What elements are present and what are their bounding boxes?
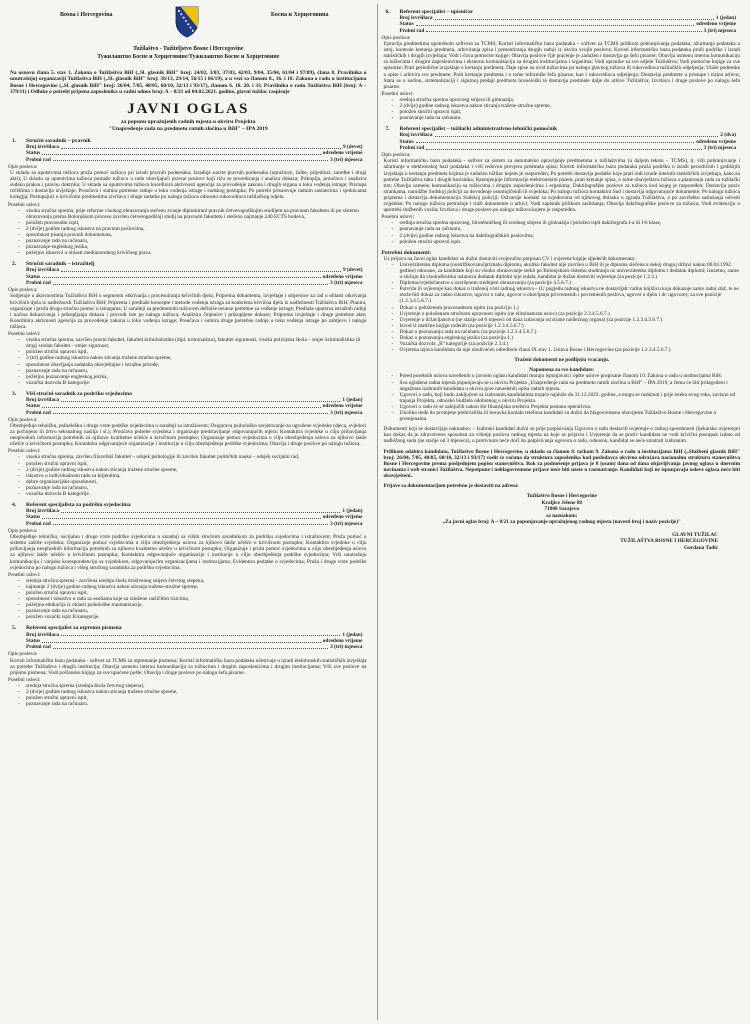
meta-value: 3 (tri) mjeseca (330, 280, 363, 287)
job-position-1 (8, 138, 369, 256)
position-meta (26, 632, 363, 651)
meta-label: Status (26, 273, 41, 280)
meta-dots (61, 632, 340, 637)
meta-label: Probni rad (26, 156, 51, 163)
note-item: - Ugovori o radu će se zaključiti nakon što finansijska sredstva Projekta postanu operativna. (400, 404, 743, 410)
selection-paragraph: Prilikom odabira kandidata, Tužilaštvo Bosne i Hercegovine, u skladu sa članom 8. tačkom 9. Zakona o radu u institucijama BiH („Službeni glasnik BiH" broj: 26/04, 7/05, 48/05, 60/10, 32/13 i 93/17) vodit će računa da struktura zaposlenika kod poslodavca okvirno odražava nacionalnu strukturu stanovništva Bosne i Hercegovine prema posljednjem popisu stanovništva. Rok za podnošenje prijava je 8 (osam) dana od dana objavljivanja javnog oglasa u dnevnim novinama i web stranici Tužilaštva. Nepotpune i neblagovremene prijave neće biti uzete u razmatranje. Kandidati koji ne ispunjavaju uslove oglasa neće biti obaviješteni. (383, 448, 740, 479)
condition-item: - sposobnost obavljanja zadataka obavještajne i istražne prirode, (26, 362, 369, 368)
meta-dots (416, 21, 695, 26)
special-conditions-label: Posebni uslovi: (8, 448, 41, 455)
positions-left (8, 138, 369, 707)
condition-item: - poznavanje rada na računaru, (26, 368, 369, 374)
required-doc-item: - Dokaz o poznavanju engleskog jezika (za poziciju 1.) (400, 335, 743, 341)
meta-value: određeno vrijeme (696, 138, 736, 145)
required-docs-heading: Potrebni dokumenti: (381, 249, 432, 256)
position-meta (26, 508, 363, 527)
meta-dots (61, 397, 340, 402)
condition-item: - poznavanje rada na računaru, (26, 238, 369, 244)
subtitle-line-1: za popunu upražnjenih radnih mjesta u okviru Projekta (121, 119, 256, 126)
special-conditions-list (392, 97, 743, 121)
position-number: 3. (12, 390, 17, 397)
job-description-label: Opis poslova: (8, 287, 38, 294)
position-number: 1. (12, 138, 17, 144)
special-conditions-list (18, 208, 369, 257)
condition-item: - srednja stručna sprema upravnog smjera ili gimnazija, (400, 97, 743, 103)
meta-value: 1 (jedan) (342, 508, 363, 515)
condition-item: - položen stručni upravni ispit, (26, 695, 369, 701)
job-description-label: Opis poslova: (381, 34, 411, 41)
meta-label: Broj izvršilaca (26, 144, 59, 151)
job-position-5 (8, 625, 369, 707)
condition-item: - visoka stručna sprema, završen filozofski fakultet – odsjek psihologije ili završen fakultet političkih nauka – odsjek socijalni rad, (26, 454, 369, 460)
meta-label: Probni rad (26, 520, 51, 527)
condition-item: - visoka stručna sprema, prije reforme visokog obrazovanja stečeno zvanje diplomirani pravnik četverogodišnjim studijem na pravnom fakultetu ili po sistemu obrazovanja prema Bolonjskom procesu završen četverogodišnji studij na pravnom fakultetu i stečeno najmanje 240 ECTS bodova, (26, 208, 369, 220)
meta-row (26, 280, 363, 286)
special-conditions-label: Posebni uslovi: (8, 331, 41, 338)
meta-label: Status (26, 637, 41, 644)
meta-dots (61, 144, 341, 149)
meta-label: Probni rad (26, 280, 51, 287)
meta-label: Status (399, 21, 414, 28)
condition-item: - 2 (dvije) godine radnog iskustva nakon sticanja tražene stručne spreme, (26, 467, 369, 473)
address-line: 71000 Sarajevo (544, 506, 580, 513)
address-line: „Za javni oglas broj: A – 8/21 za popunjavanje upražnjenog radnog mjesta (navesti broj i naziv pozicije)" (442, 519, 681, 526)
position-title: Referent specijalist – tužilački administrativno-tehnički pomoćnik (399, 126, 558, 133)
condition-item: - srednja stručna sprema (srednja škola četvrtog stepena), (26, 683, 369, 689)
meta-value: 3 (tri) mjeseca (330, 156, 363, 163)
meta-value: 1 (jedan) (715, 15, 736, 22)
meta-dots (53, 280, 328, 285)
submission-heading: Prijave sa dokumentacijom potrebno je dostaviti na adresu: (383, 482, 519, 489)
signature-name: Gordana Tadić (683, 544, 718, 551)
job-description: Upravlja predmetima upotrebom softvera za TCMS; Koristi informatičku bazu podataka – softver za TCMS prilikom pohranjivanja podataka, ažuriranja podataka u istoj, kontrole kretanja predmeta, arhiviranja spisa i prezentiranja drugih radnji iz okvira svojih poslova; Koristi informatičku bazu podataka pruži podrške i izradi statističkih i drugih izvještaja; Vodi i čuva pomoćne knjige; Obavlja poslove čije praćenje je zadužen i dostavlja ga šefu pisarne; Obavlja usmenu internu komunikaciju sa tužiocima i drugim zaposlenicima i eksternu komunikaciju sa drugim institucijama i organima; Vodi upisnike za sve odjele Tužilaštva; Vodi pomoćne knjige za sve upisnike; Prati periodične izvještaje o kretanju predmeta; Daje spise na uvid tužiocima po nalogu glavnog tužioca ili rukovodioca tužilačkih odjeljenja; Ulaže podneske u spise i arhivira sve predmete; Prati kretanje predmeta i o tome informiše šefa pisarne, kao i rukovodioca odjeljenja; Dostavlja predmete u pristupe i trajnu arhivu; Stara se o načinu, sistematizaciji i sigurnoj predaji predmeta hronološki te dostavlja predmete dalje do arhive Tužilaštva; Izvršava i druge poslove po nalogu šefa pisarne. (383, 41, 740, 90)
position-number: 5. (12, 625, 17, 632)
later-docs-paragraph: Dokumenti koji se dostavljaju naknadno: – Izabrani kandidati dužni su prije potpisivanja Ugovora o radu dostaviti uvjerenje o radnoj sposobnosti (ljekarsko uvjerenje) kao dokaz da je zdravstveno sposoban za vršenje poslova radnog mjesta na koje se prijavio i Uvjerenje da se protiv kandidata ne vodi krivični postupak izdato od nadležnog suda (ne starije od 3 mjeseca), u protivnom neće doći do potpisivanja ugovora o radu, odnosno, kandidat se neće smatrati izabranim. (383, 426, 740, 445)
job-position-3 (8, 391, 369, 497)
job-description-label: Opis poslova: (8, 528, 38, 535)
special-conditions-label: Posebni uslovi: (381, 214, 415, 221)
meta-row (26, 521, 363, 527)
meta-dots (53, 157, 328, 162)
intro-paragraph: Na osnovu člana 5. stav 1. Zakona o Tužilaštvu BiH („Sl. glasnik BiH" broj: 24/02, 3/03, 37/03, 42/03, 9/04, 35/04, 61/04 i 97/09), člana 8. Pravilnika o unutrašnjoj organizaciji Tužilaštva BiH („Sl. glasnik BiH" broj: 36/13, 29/14, 56/15 i 66/19), a u vezi sa članom 8., 16. i 18. Zakona o radu u institucijama Bosne i Hercegovine („Sl. glasnik BiH" broj: 26/04, 7/05, 48/05, 60/10, 32/13 i 93/17), članom 6. 18. 20. i 33. Pravilnika o radu Tužilaštva BiH (broj: A – 379/11) i Odluke o potrebi prijema zaposlenika u radni odnos broj: A – 8/21 od 04.02.2021. godine, glavni tužilac raspisuje (10, 70, 367, 95)
masthead-cyrillic: Босна и Херцеговина (270, 12, 329, 18)
condition-item: - iskustvo u individualnom radu sa klijentima, (26, 473, 369, 479)
meta-dots (53, 410, 328, 415)
required-doc-item: - Uvjerenje o položenom stručnom upravnom ispitu (ne eliminatoran uslov) (za pozicije 2.3.4.5.6.7.) (400, 311, 743, 317)
meta-value: određeno vrijeme (322, 273, 363, 280)
condition-item: - položen stručni upravni ispit. (400, 239, 743, 245)
condition-item: - 2 (dvije) godine radnog iskustva na pravnim poslovima, (26, 226, 369, 232)
meta-dots (42, 638, 321, 643)
special-conditions-list (18, 683, 369, 707)
meta-label: Broj izvršilaca (26, 631, 59, 638)
job-description: Obezbjeđuje tehničku, psihološku i druge vrste podrške svjedocima u saradnji sa istražiocem; Osigurava psihološko savjetovanje za ugrožene svjedoke (djeca, svjedoci za počinjeno ili žrtvu seksualnog nasilja i sl.); Proučava potrebe svjedoka i organizuje predstavljanje odgovarajućih mjera; Kontaktira svjedoke u cilju pribavljanja neophodnih informacija potrebnih za njihovo kvalitetno učešće u krivičnom postupku; Organizuje pomoć svjedocima u cilju obezbjeđenja uslova za njihovo lakše učešće u krivičnom postupku; Kontaktira odgovarajuće organizacije i institucije u cilju obezbjeđenja podrške svjedocima; Obavlja i druge poslove po nalogu tužioca. (10, 422, 367, 448)
condition-item: - 2 (dvije) godine radnog iskustva na daktilografskim poslovima, (400, 233, 743, 239)
position-meta (400, 15, 737, 34)
meta-label: Status (26, 150, 41, 157)
required-doc-item: - Potvrdu ili uvjerenje kao dokaz o traženoj vrsti radnog iskustva – (U pogledu radnog iskustva ne dostavljati: radnu knjižicu koja dokazuje samo radni staž, te ne može biti dokaz za radno iskustvo, ugovor o radu, ugovor o obavljanju privremenih i povremenih poslova, ugovor o djelu i dr. ugovore); za sve pozicije (1.2.3.4.5.6.7.) (400, 286, 743, 304)
meta-label: Broj izvršilaca (26, 508, 59, 515)
newspaper-page (8, 4, 742, 1020)
meta-dots (61, 508, 340, 513)
meta-label: Broj izvršilaca (26, 267, 59, 274)
note-item: - Ukoliko dođe do promjene prebivališta ili boravka kontakt telefona kandidati su dužni da blagovremeno obavijeste Tužilaštvo Bosne i Hercegovine o promjenama. (400, 410, 743, 422)
meta-dots (53, 521, 328, 526)
meta-dots (426, 145, 701, 150)
position-meta (26, 267, 363, 286)
meta-label: Status (399, 138, 414, 145)
required-doc-item: - Diploma/svjedočanstvo o završenom srednjem obrazovanju (za pozicije 4.5.6.7.) (400, 280, 743, 286)
condition-item: - položen pravosudni ispit, (26, 220, 369, 226)
positions-right (382, 9, 743, 245)
masthead-latin: Bosna i Hercegovina (60, 12, 113, 18)
meta-value: 1 (jedan) (342, 631, 363, 638)
required-doc-item: - Izvod iz matične knjige rođenih (za pozicije 1.2.3.4.5.6.7.) (400, 323, 743, 329)
special-conditions-label: Posebni uslovi: (8, 201, 41, 208)
meta-dots (42, 150, 321, 155)
required-doc-item: - Dokaz o poznavanju rada na računaru (za pozicije 1.2.3.4.5.6.7.) (400, 329, 743, 335)
institution-name-cyrillic: Тужилаштво Босне и Херцеговине/Тужилаштво Босне и Херцеговине (97, 54, 280, 60)
position-number: 6. (385, 9, 390, 15)
note-item: - Ugovori o radu, koji budu zaključeni sa izabranim kandidatima trajaće najduže do 31.12.2022. godine, a mogu se raskinuti i prije isteka ovog roka, zavisno od trajanja Projekta, odnosno budžeta odobrenog u okviru Projekta. (400, 392, 743, 404)
meta-dots (53, 644, 328, 649)
required-doc-item: - Ovjerena izjava kandidata da nije obuhvaćen odredbom člana IX stav 1. Ustava Bosne i Hercegovine (za pozicije 1.2.3.4.5.6.7.) (400, 347, 743, 353)
required-docs-list (392, 262, 743, 353)
condition-item: - položen stručni upravni ispit, (26, 349, 369, 355)
position-title: Stručni saradnik – istražitelj (26, 261, 95, 268)
subtitle-line-2: "Unapređenje rada na predmetu ratnih zločina u BiH" – IPA 2019 (108, 125, 268, 132)
meta-row (400, 28, 737, 34)
job-description: Koristi informatičku bazu podataka - softver za sistem za automatsko upravljanje predmetima u tužilaštvima (u daljem tekstu – TCMS), tj. vrši pohranjivanje i ažuriranje u elektronskoj bazi podataka i vrši redovnu provjeru predmeta spisa; Koristi informatičku bazu podataka pruža podršku u izradi periodičnih i godišnjih izvještaja o kretanju predmeta kojima je zadužen tužilac kojem je raspoređen; Po potrebi dostavlja podatke koje prati radi izrade internih statističkih izvještaja, kako za potrebe Tužilaštva tako i drugih korisnika; Razmjenjuje informacije elektronskim putem, prati kretanje spisa, o tome obavještava tužioca u planiranju rada za tužilački tim; Obavlja usmenu komunikaciju sa tužiocima i drugim zaposlenicima i organima; Daktilografske poslove za tužioca kod kojeg je raspoređen; Dostavlja poziv strankama, narudžbe Sudskoj policiji za dovođenje osumnjičenih ili svjedoka; Po nalogu tužioca kontaktira Sud i dostavlja odgovarajuće dokumente; Po nalogu tužioca priprema i dostavlja dokumentaciju Sudskoj policiji; Ostvaruje kontakt sa svjedocima od njihovog dolaska u zgradu Tužilaštva, a po završetku saslušanja odvodi svjedoke; Po nalogu tužioca pretražuje i traži dokumente u arhivi; Vodi zapisnik prilikom saslušanja; Obavlja daktilografske poslove za tužioca; Vodi evidenciju o upotrebi službenih vozila; Izvršava i druge poslove po nalogu tužioca kojem je raspoređen. (383, 158, 740, 214)
condition-item: - položen stručni upravni ispit, (400, 109, 743, 115)
signature-institution: TUŽILAŠTVA BOSNE I HERCEGOVINE (620, 538, 718, 545)
note-heading: Napomena za sve kandidate: (529, 367, 595, 374)
position-meta (26, 144, 363, 163)
condition-item: - sposobnost pisanja pravnih dokumenata, (26, 232, 369, 238)
condition-item: - poznavanje rada na računaru. (26, 701, 369, 707)
condition-item: - poznavanje rada na računaru, (400, 226, 743, 232)
condition-item: - dobre organizacijske sposobnosti, (26, 479, 369, 485)
meta-dots (42, 514, 321, 519)
position-meta (400, 132, 737, 151)
job-description-label: Opis poslova: (381, 152, 411, 159)
condition-item: - položen stručni upravni ispit, (26, 590, 369, 596)
position-title: Viši stručni saradnik za podršku svjedocima (26, 390, 132, 397)
signature-block (382, 532, 743, 551)
special-conditions-label: Posebni uslovi: (381, 90, 415, 97)
meta-value: određeno vrijeme (322, 403, 363, 410)
special-conditions-list (18, 337, 369, 386)
meta-dots (42, 403, 321, 408)
condition-item: - poželjna edukacija iz oblasti psihološke traumatizacije, (26, 602, 369, 608)
condition-item: - poželjno poznavanje engleskog jezika, (26, 374, 369, 380)
signature-title: GLAVNI TUŽILAC (672, 532, 718, 539)
meta-dots (416, 139, 695, 144)
right-column (377, 4, 743, 1020)
submission-address (382, 493, 743, 526)
job-description-label: Opis poslova: (8, 416, 38, 423)
meta-value: određeno vrijeme (322, 150, 363, 157)
condition-item: - najmanje 2 (dvije) godine radnog iskustva nakon sticanja tražene stručne spreme, (26, 584, 369, 590)
meta-row (26, 644, 363, 650)
special-conditions-list (18, 454, 369, 497)
condition-item: - sposobnost i iskustvo u radu sa osobama koje su izložene različitim rizicima, (26, 596, 369, 602)
meta-value: 3 (tri) mjeseca (330, 644, 363, 651)
meta-dots (435, 132, 719, 137)
condition-item: - 2 (dvije) godine radnog iskustva nakon sticanja tražene stručne spreme, (26, 689, 369, 695)
condition-item: - 3 (tri) godine radnog iskustva nakon sticanja tražene stručne spreme, (26, 355, 369, 361)
position-meta (26, 397, 363, 416)
job-description-label: Opis poslova: (8, 651, 38, 658)
meta-value: 9 (devet) (342, 267, 363, 274)
page-title: JAVNI OGLAS (127, 101, 250, 118)
condition-item: - vozačka dozvola B kategorije. (26, 380, 369, 386)
meta-value: 1 (jedan) (342, 396, 363, 403)
meta-value: određeno vrijeme (696, 21, 736, 28)
meta-label: Broj izvršilaca (399, 15, 433, 22)
required-doc-item: - Vozačka dozvola „B" kategorije (za pozicije 2.3.4.) (400, 341, 743, 347)
required-doc-item: - Dokaz o položenom pravosudnom ispitu (za poziciju 1.) (400, 305, 743, 311)
position-number: 7. (385, 126, 390, 133)
meta-value: 3 (tri) mjeseca (703, 144, 736, 151)
meta-label: Probni rad (399, 27, 425, 34)
meta-value: 2 (dva) (720, 132, 736, 139)
job-description-label: Opis poslova: (8, 163, 38, 170)
job-description: Sudjeluje u aktivnostima Tužilaštva BiH u segmentu otkrivanja i procesuiranja krivičnih djela; Priprema dokumenta, izvještaje i smjernice za rad u oblasti otkrivanja krivičnih djela iz nadležnosti Tužilaštva BiH; Priprema i predlaže koncepte i metode vođenja istraga za konkretna krivična djela iz nadležnosti Tužilaštva BiH; Planira, organizuje i pruža drugu stručnu pomoć u istragama; U saradnji sa predmetnim tužiocem definiše resurse potrebne za vođenje istrage; Predlaže uputstva istražnih radnji i načina dokazivanja i prikupljanja dokaza i provodi iste po nalogu tužioca; Analizira činjenice i prikupljene dokaze; Priprema izvještaje i druge potrebne akte; Koordinira aktivnosti agencija za provođenje zakona u toku vođenja istrage; Proučava i sumira druge potrebne radnje u toku vođenja istrage po zahtjevu i nalogu tužioca. (10, 293, 367, 330)
meta-value: 3 (tri) mjeseca (330, 409, 363, 416)
meta-label: Broj izvršilaca (399, 132, 433, 139)
meta-value: određeno vrijeme (322, 514, 363, 521)
job-position-7 (382, 126, 743, 244)
meta-dots (61, 267, 341, 272)
job-position-2 (8, 261, 369, 385)
condition-item: - položen vozački ispit B kategorije. (26, 614, 369, 620)
condition-item: - poznavanje rada na računaru. (400, 115, 743, 121)
required-doc-item: - Uvjerenje o državljanstvu (ne starije od 6 mjeseci od dana izdavanja od strane nadležnog organa) (za pozicije 1.2.3.4.5.6.7.) (400, 317, 743, 323)
meta-value: 3 (tri) mjeseca (330, 520, 363, 527)
note-list (392, 373, 743, 422)
job-position-6 (382, 9, 743, 121)
position-title: Referent specijalist za otpremu pismena (26, 625, 122, 632)
meta-label: Status (26, 403, 41, 410)
subtitle (8, 119, 369, 132)
position-title: Referent specijalist – upisničar (399, 9, 474, 15)
meta-label: Status (26, 514, 41, 521)
left-column (8, 4, 371, 1020)
special-conditions-label: Posebni uslovi: (8, 676, 41, 683)
meta-row (400, 145, 737, 151)
required-doc-item: - Univerzitetska diploma (nostrifikovanu/priznatu diplomu, ukoliko fakultet nije završen u BiH ili je diploma stečena u nekoj drugoj državi nakon 06.04.1992. godine) odnosno, za kandidate koji su visoko obrazovanje stekli po Bolonjskom sistemu studiranja uz univerzitetsku diplomu i dodatak diplomi; izuzetno, samo u slučaju da visokoškolska ustanova dodatak diplomi nije izdala, kandidat je dužan dostaviti uvjerenje (za pozicije 1.2.3.) (400, 262, 743, 280)
docs-not-returned: Traženi dokumenti ne podliježu vraćanju. (514, 357, 610, 364)
condition-item: - poželjno iskustvo u oblasti međunarodnog krivičnog prava. (26, 250, 369, 256)
meta-label: Probni rad (399, 144, 425, 151)
condition-item: - srednja stručna sprema upravnog, birotehničkog ili srodnog smjera ili gimnazija i položen ispit daktilografa I-a ili I-b klase, (400, 220, 743, 226)
special-conditions-list (392, 220, 743, 244)
special-conditions-label: Posebni uslovi: (8, 571, 41, 578)
address-line: Kraljice Jelene 88 (541, 499, 583, 506)
coat-of-arms-icon (174, 6, 200, 38)
condition-item: - poznavanje rada na računaru, (26, 608, 369, 614)
meta-label: Probni rad (26, 409, 51, 416)
address-line: Tužilaštvo Bosne i Hercegovine (526, 493, 597, 500)
job-description: Koristi informatičku bazu podataka - softver za TCMS za otpremanje pismena; Koristi informatičku bazu podataka učestvuje u izradi elektronskih statističkih izvještaja za potrebe Tužilaštva i drugih institucija; Obavlja usmenu internu komunikaciju sa tužiocima i drugim zaposlenicima i drugim institucijama; Vrši sve poslove na prijemu pismena; Vodi poštansku knjigu za sve upućene pošte; Obavlja i druge poslove po nalogu šefa pisarne. (10, 657, 367, 676)
meta-value: 9 (devet) (342, 144, 363, 151)
address-line: sa naznakom: (546, 512, 578, 519)
position-number: 4. (12, 502, 17, 509)
condition-item: - položen stručni upravni ispit, (26, 461, 369, 467)
job-description: U skladu sa uputstvima tužioca pruža pomoć tužiocu pri izradi pravnih podnesaka; Izrađuje nacrte pravnih podnesaka (optužnice, žalbe, prijedlozi, zaredbe i drugi akti); U skladu sa uputstvima tužioca pomaže tužiocu u radu obavljajući pravne poslove koji tiču se prorediranja i analizu dokaza; Prikuplja, proučava i analizira sudsku praksu i pravnu doktrinu; U skladu sa uputstvima tužioca koordinira aktivnosti agencija za provođenje zakona i drugih organa u toku vođenja istrage; Pristupa ročištima i dostavlja izvještaje, Proučava i sumira potrebne radnje u toku vođenja istrage i sudskog postupka; Po potrebi prisustvuje radnim sastancima i sjednicama kolegija; Postupajući u krivičnim predmetima izvršava i druge zadatke po nalogu tužioca odnosno rukovodioca tužilačkog odjela. (10, 170, 367, 201)
condition-item: - poznavanje engleskog jezika, (26, 244, 369, 250)
condition-item: - visoka stručna sprema, završen pravni fakultet, fakultet kriminalistike (dipl. kriminalista), fakultet sigurnosti, visoka policijska škola – smjer kriminalistika ili drugi srodan fakultet – smjer sigurnost, (26, 337, 369, 349)
job-position-4 (8, 502, 369, 620)
meta-row (26, 410, 363, 416)
meta-dots (435, 15, 714, 20)
meta-value: 3 (tri) mjeseca (703, 27, 736, 34)
condition-item: - poznavanje rada na računaru, (26, 485, 369, 491)
special-conditions-list (18, 578, 369, 621)
position-title: Referent specijalista za podršku svjedocima (26, 502, 131, 509)
meta-dots (426, 28, 701, 33)
meta-value: određeno vrijeme (322, 637, 363, 644)
meta-dots (42, 274, 321, 279)
condition-item: - srednja stručna sprema - završena srednja škola društvenog smjera četvrtog stepena, (26, 578, 369, 584)
note-item: - Pored posebnih uslova navedenih u javnom oglasu kandidati moraju ispunjavati i opšte uslove propisane članom 10. Zakona o radu u institucijama BiH. (400, 373, 743, 379)
required-docs-intro: Uz prijavu na Javni oglas kandidati su dužni dostaviti svojeručno potpisan CV i ovjerene kopije sljedećih dokumenata: (383, 255, 636, 262)
position-title: Stručni saradnik – pravnik (26, 138, 91, 144)
note-item: - Sva oglašena radna mjesta popunjavaju se u okviru Projekta „Unapređenje rada na predmetu ratnih zločina u BiH" – IPA 2019, a čemu će biti prilagođeni i angažman izabranih kandidata u okviru gore navedenih opisa radnih mjesta. (400, 380, 743, 392)
condition-item: - vozačka dozvola B kategorije. (26, 491, 369, 497)
condition-item: - 2 (dvije) godine radnog iskustva nakon sticanja tražene stručne spreme, (400, 103, 743, 109)
meta-label: Broj izvršilaca (26, 396, 59, 403)
job-description: Obezbjeđuje tehničku, socijalnu i druge vrste podrške svjedocima u saradnji sa višim stručnim saradnikom za podršku svjedocima i istražiocem; Pruža pomoć u sistemu zaštite svjedoka; Organizuje pomoć svjedocima u cilju obezbjeđenja uslova za njihovo lakše učešće u krivičnom postupku; Kontaktira svjedoke u cilju pribavljanja neophodnih informacija potrebnih za njihovo kvalitetno učešće u krivičnom postupku; Organizuje i pruža pomoć svjedocima u cilju obezbjeđenja uslova za njihovo lakše učešće u krivičnom postupku; Kontaktira odgovarajuće organizacije i institucije u cilju obezbjeđenja podrške svjedocima; Vrši unutrašnju komunikaciju i vanjsku korespondenciju sa svjedokom, odgovarajućim organizacijama i institucijama; Evidentira podatke o svjedocima; Pruža i druge vrste podrške svjedocima po nalogu tužioca i višeg stručnog saradnika za podršku svjedocima. (10, 534, 367, 571)
meta-row (26, 157, 363, 163)
institution-name: Tužilaštvo - Tužiteljstvo Bosne i Hercegovine (133, 46, 244, 52)
meta-label: Probni rad (26, 644, 51, 651)
position-number: 2. (12, 261, 17, 268)
masthead (8, 6, 369, 68)
